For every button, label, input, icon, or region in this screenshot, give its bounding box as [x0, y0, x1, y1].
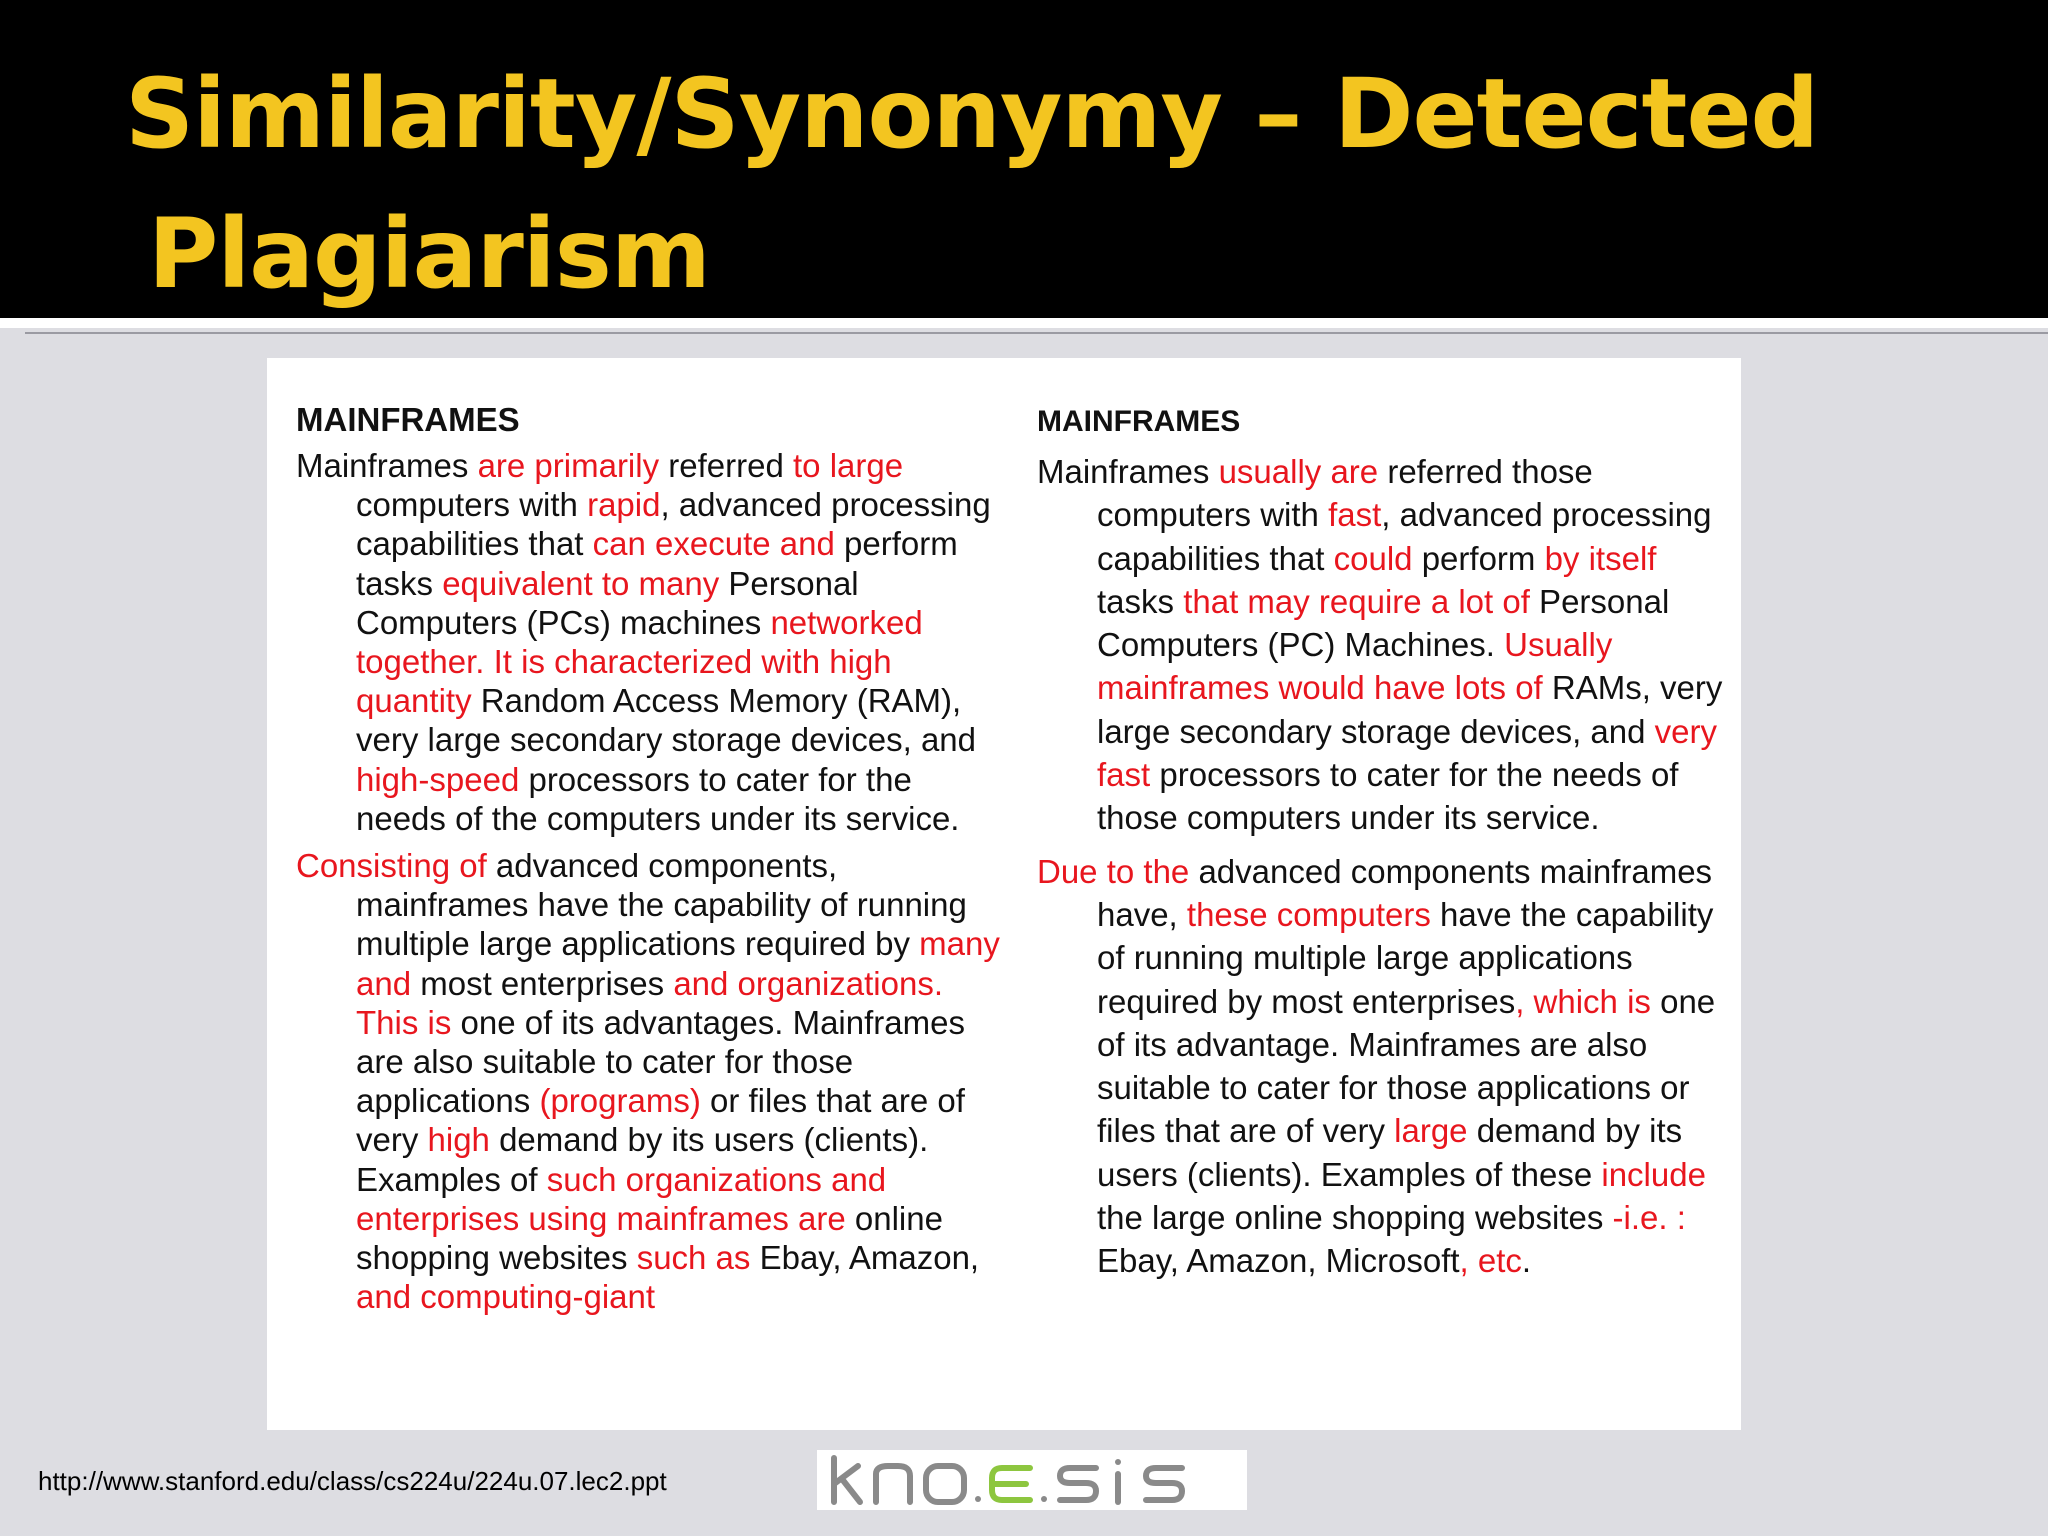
highlighted-text: these computers — [1186, 895, 1431, 933]
plain-text: have the capability of running multiple large applications required by most enterprises — [1097, 895, 1714, 1020]
slide-title-line-2: Plagiarism — [148, 198, 710, 310]
plain-text: perform tasks — [356, 525, 958, 602]
plain-text: demand by its users (clients). Examples of these — [1097, 1112, 1683, 1193]
source-url: http://www.stanford.edu/class/cs224u/224u.07.lec2.ppt — [38, 1466, 667, 1496]
slide-title-line-1: Similarity/Synonymy – Detected — [125, 58, 1819, 170]
highlighted-text: many and — [356, 925, 1000, 1002]
plain-text: one of its advantage. Mainframes are also suitable to cater for those applications or files that are of very — [1097, 982, 1716, 1150]
plain-text: , advanced processing capabilities that — [356, 486, 991, 563]
plain-text: computers with — [356, 486, 588, 524]
highlighted-text: (programs) — [539, 1082, 701, 1120]
plagiarized-text-column — [1037, 404, 1727, 1293]
highlighted-text: Consisting of — [296, 847, 487, 885]
highlighted-text: are primarily — [477, 447, 660, 484]
highlighted-text: large — [1394, 1112, 1468, 1150]
paragraph — [1037, 450, 1727, 840]
plain-text: referred — [659, 447, 793, 484]
plagiarized-paragraphs — [1037, 450, 1727, 1283]
plain-text: processors to cater for the needs of those computers under its service. — [1097, 756, 1679, 837]
highlighted-text: high-speed — [356, 760, 520, 798]
highlighted-text: networked together. It is characterized with high quantity — [356, 603, 923, 720]
highlighted-text: usually are — [1218, 453, 1379, 490]
comparison-panel — [267, 358, 1741, 1430]
paragraph — [296, 846, 1006, 1316]
original-text-column — [296, 400, 1006, 1324]
plain-text: Ebay, Amazon, Microsoft — [1097, 1242, 1460, 1280]
plain-text: online shopping websites — [356, 1199, 943, 1277]
knoesis-logo — [817, 1450, 1247, 1510]
plain-text: the large online shopping websites — [1097, 1199, 1613, 1237]
plain-text: Mainframes — [1037, 453, 1219, 490]
plain-text: demand by its users (clients). Examples of — [356, 1121, 929, 1198]
title-divider — [0, 318, 2048, 328]
highlighted-text: , etc — [1459, 1242, 1522, 1280]
highlighted-text: include — [1601, 1155, 1706, 1193]
highlighted-text: that may require a lot of — [1183, 582, 1530, 620]
plain-text: RAMs, very large secondary storage devices, and — [1097, 669, 1723, 750]
highlighted-text: equivalent to many — [442, 564, 720, 602]
plain-text: Random Access Memory (RAM), very large secondary storage devices, and — [356, 682, 977, 759]
highlighted-text: can execute and — [592, 525, 835, 563]
highlighted-text: and organizations. This is — [356, 964, 944, 1041]
plagiarized-heading: MAINFRAMES — [1037, 405, 1241, 438]
plain-text: perform — [1412, 539, 1545, 577]
plain-text: tasks — [1097, 582, 1184, 620]
highlighted-text: high — [427, 1121, 490, 1159]
plain-text: Personal Computers (PC) Machines. — [1097, 582, 1670, 664]
highlighted-text: such organizations and enterprises using mainframes are — [356, 1160, 887, 1237]
title-divider-line — [25, 332, 2048, 334]
highlighted-text: rapid — [587, 486, 661, 524]
plain-text: one of its advantages. Mainframes are also suitable to cater for those applications — [356, 1003, 965, 1120]
original-heading: MAINFRAMES — [296, 401, 520, 438]
highlighted-text: fast — [1328, 496, 1382, 534]
paragraph — [296, 446, 1006, 838]
highlighted-text: could — [1333, 539, 1413, 577]
highlighted-text: Due to the — [1037, 852, 1190, 890]
plain-text: . — [1521, 1242, 1532, 1280]
highlighted-text: , which is — [1515, 982, 1651, 1020]
highlighted-text: Usually mainframes would have lots of — [1097, 626, 1613, 707]
plain-text: most enterprises — [411, 964, 674, 1002]
plain-text: processors to cater for the needs of the computers under its service. — [356, 760, 960, 837]
highlighted-text: to large — [793, 447, 904, 484]
original-paragraphs — [296, 446, 1006, 1316]
highlighted-text: by itself — [1544, 539, 1657, 577]
highlighted-text: such as — [636, 1239, 751, 1277]
plain-text: , advanced processing capabilities that — [1097, 496, 1712, 577]
highlighted-text: very fast — [1097, 712, 1718, 794]
plain-text: Ebay, Amazon, — [750, 1239, 980, 1277]
highlighted-text: -i.e. : — [1612, 1199, 1686, 1237]
knoesis-logo-image — [822, 1452, 1242, 1508]
highlighted-text: and computing-giant — [356, 1278, 656, 1316]
plain-text: Mainframes — [296, 447, 478, 484]
plain-text: advanced components, mainframes have the capability of running multiple large applications required by — [356, 847, 967, 963]
plain-text: Personal Computers (PCs) machines — [356, 564, 859, 641]
plain-text: referred those computers with — [1097, 453, 1593, 534]
paragraph — [1037, 850, 1727, 1283]
plain-text: advanced components mainframes have, — [1097, 852, 1713, 933]
plain-text: or files that are of very — [356, 1082, 965, 1159]
title-band — [0, 0, 2048, 318]
